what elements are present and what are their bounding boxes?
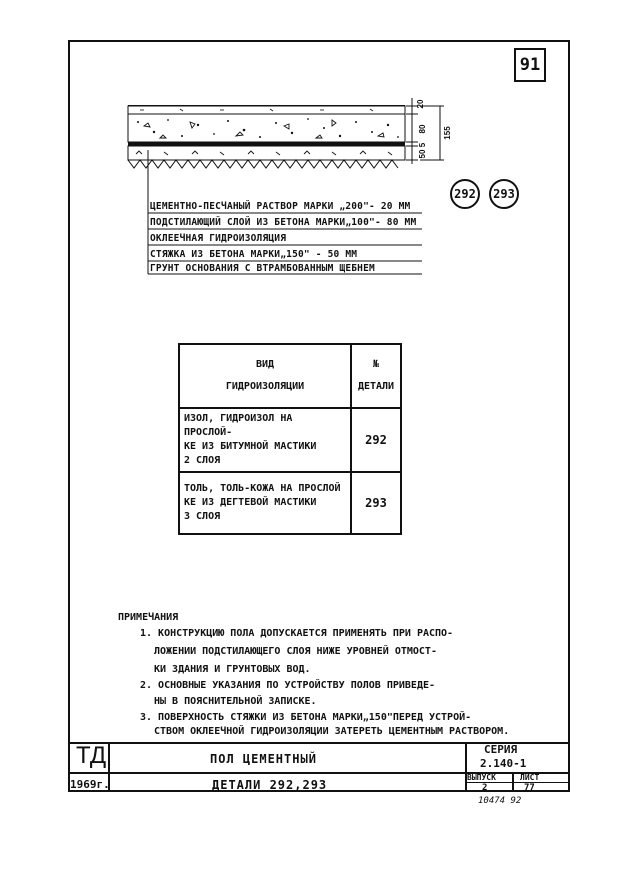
detail-ref-292: 292 — [450, 179, 480, 209]
row-2-line-1: ТОЛЬ, ТОЛЬ-КОЖА НА ПРОСЛОЙ — [184, 483, 341, 494]
note-line-6: 3. ПОВЕРХНОСТЬ СТЯЖКИ ИЗ БЕТОНА МАРКИ„150"ПЕРЕД УСТРОЙ- — [140, 712, 472, 723]
waterproofing-table — [178, 343, 402, 535]
row-2-detail-number: 293 — [351, 472, 401, 534]
row-2-line-2: КЕ ИЗ ДЕГТЕВОЙ МАСТИКИ — [184, 497, 317, 508]
layer-label-4: СТЯЖКА ИЗ БЕТОНА МАРКИ„150" - 50 ММ — [150, 249, 358, 260]
dim-5: 5 — [418, 142, 427, 148]
series-label: СЕРИЯ — [484, 743, 518, 756]
row-1-detail-number: 292 — [351, 408, 401, 472]
notes-title: ПРИМЕЧАНИЯ — [118, 612, 179, 623]
dim-80: 80 — [418, 124, 427, 134]
layer-label-5: ГРУНТ ОСНОВАНИЯ С ВТРАМБОВАННЫМ ЩЕБНЕМ — [150, 263, 375, 274]
sheet-number: 91 — [514, 48, 546, 82]
stamp-subtitle: ДЕТАЛИ 292,293 — [212, 778, 328, 792]
table-row — [179, 408, 401, 472]
layer-label-2: ПОДСТИЛАЮЩИЙ СЛОЙ ИЗ БЕТОНА МАРКИ„100"- 80 ММ — [150, 217, 417, 228]
stamp-year: 1969г. — [70, 778, 110, 791]
layer-label-3: ОКЛЕЕЧНАЯ ГИДРОИЗОЛЯЦИЯ — [150, 233, 287, 244]
header-type-line-2: ГИДРОИЗОЛЯЦИИ — [225, 381, 305, 392]
row-1-description — [179, 408, 351, 472]
note-line-7: СТВОМ ОКЛЕЕЧНОЙ ГИДРОИЗОЛЯЦИИ ЗАТЕРЕТЬ ЦЕМЕНТНЫМ РАСТВОРОМ. — [154, 726, 510, 737]
sheet-value: 77 — [524, 783, 535, 793]
note-line-3: КИ ЗДАНИЯ И ГРУНТОВЫХ ВОД. — [154, 664, 311, 675]
note-line-2: ЛОЖЕНИИ ПОДСТИЛАЮЩЕГО СЛОЯ НИЖЕ УРОВНЕЙ ОТМОСТ- — [154, 646, 437, 657]
row-2-description — [179, 472, 351, 534]
archive-note: 10474 92 — [478, 796, 522, 806]
series-value: 2.140-1 — [480, 757, 527, 770]
header-detail-line-2: ДЕТАЛИ — [357, 381, 395, 392]
row-1-line-1: ИЗОЛ, ГИДРОИЗОЛ НА ПРОСЛОЙ- — [184, 413, 293, 438]
stamp-sub-rule — [465, 782, 570, 783]
td-logo: ТД — [76, 742, 107, 769]
detail-ref-293: 293 — [489, 179, 519, 209]
dim-50: 50 — [418, 149, 427, 159]
row-1-line-3: 2 СЛОЯ — [184, 455, 221, 466]
header-type-line-1: ВИД — [255, 359, 275, 370]
table-row — [179, 472, 401, 534]
table-header-type — [179, 344, 351, 408]
issue-value: 2 — [482, 783, 488, 793]
dim-20: 20 — [416, 99, 425, 109]
header-detail-line-1: № — [372, 359, 380, 370]
note-line-4: 2. ОСНОВНЫЕ УКАЗАНИЯ ПО УСТРОЙСТВУ ПОЛОВ ПРИВЕДЕ- — [140, 680, 436, 691]
table-header-detail — [351, 344, 401, 408]
issue-label: ВЫПУСК — [467, 773, 496, 782]
stamp-div-2 — [465, 742, 467, 792]
layer-label-1: ЦЕМЕНТНО-ПЕСЧАНЫЙ РАСТВОР МАРКИ „200"- 20 ММ — [150, 201, 411, 212]
row-1-line-2: КЕ ИЗ БИТУМНОЙ МАСТИКИ — [184, 441, 317, 452]
note-line-1: 1. КОНСТРУКЦИЮ ПОЛА ДОПУСКАЕТСЯ ПРИМЕНЯТЬ ПРИ РАСПО- — [140, 628, 454, 639]
dim-155: 155 — [443, 126, 452, 140]
sheet-label: ЛИСТ — [520, 773, 540, 782]
table-header-row — [179, 344, 401, 408]
stamp-title: ПОЛ ЦЕМЕНТНЫЙ — [210, 752, 317, 766]
row-2-line-3: 3 СЛОЯ — [184, 511, 221, 522]
note-line-5: НЫ В ПОЯСНИТЕЛЬНОЙ ЗАПИСКЕ. — [154, 696, 317, 707]
